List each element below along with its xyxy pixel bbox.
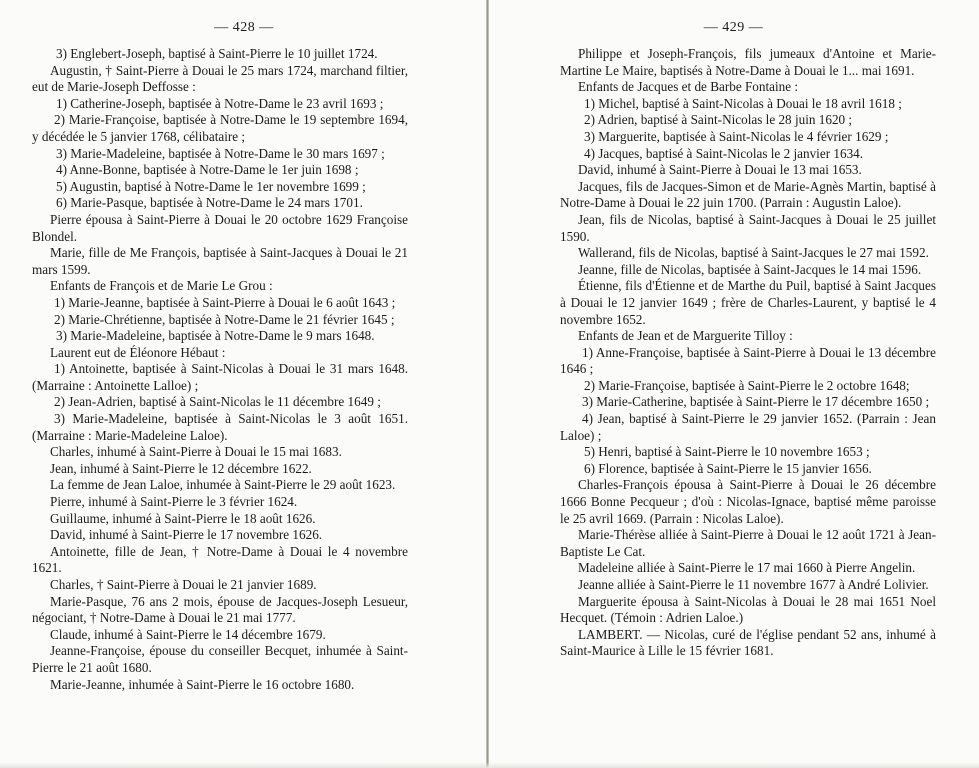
paragraph: Charles, † Saint-Pierre à Douai le 21 janvier 1689.	[50, 577, 317, 592]
paragraph: 5) Augustin, baptisé à Notre-Dame le 1er novembre 1699 ;	[56, 178, 366, 194]
paragraph: Jean, inhumé à Saint-Pierre le 12 décembre 1622.	[50, 460, 312, 476]
paragraph: 1) Michel, baptisé à Saint-Nicolas à Douai le 18 avril 1618 ;	[584, 95, 902, 111]
paragraph: Jacques, fils de Jacques-Simon et de Marie-Agnès Martin, baptisé à Notre-Dame à Douai le 22 juin 1700. (Parrain : Augustin Laloe).	[560, 178, 936, 211]
paragraph: Marie-Thérèse alliée à Saint-Pierre à Douai le 12 août 1721 à Jean-Baptiste Le Cat.	[560, 527, 936, 559]
paragraph: Marie, fille de Me François, baptisée à Saint-Jacques à Douai le 21 mars 1599.	[32, 245, 408, 277]
paragraph: 4) Anne-Bonne, baptisée à Notre-Dame le 1er juin 1698 ;	[56, 162, 359, 178]
paragraph: David, inhumé à Saint-Pierre à Douai le 13 mai 1653.	[578, 162, 862, 178]
page-number: — 429 —	[703, 20, 764, 35]
paragraph: 6) Marie-Pasque, baptisée à Notre-Dame le 24 mars 1701.	[56, 195, 363, 211]
page-body	[32, 46, 408, 693]
paragraph: Antoinette, fille de Jean, † Notre-Dame à Douai le 4 novembre 1621.	[32, 543, 408, 576]
paragraph: 1) Catherine-Joseph, baptisée à Notre-Dame le 23 avril 1693 ;	[56, 95, 384, 111]
paragraph: Guillaume, inhumé à Saint-Pierre le 18 août 1626.	[50, 510, 316, 526]
paragraph: Enfants de François et de Marie Le Grou :	[50, 278, 273, 294]
left-page	[0, 0, 488, 768]
paragraph: Claude, inhumé à Saint-Pierre le 14 décembre 1679.	[50, 626, 326, 642]
paragraph: 2) Marie-Françoise, baptisée à Notre-Dame le 19 septembre 1694, y décédée le 5 janvier 1768, célibataire ;	[32, 112, 408, 144]
paragraph: 1) Anne-Françoise, baptisée à Saint-Pierre à Douai le 13 décembre 1646 ;	[560, 344, 936, 377]
paragraph: Madeleine alliée à Saint-Pierre le 17 mai 1660 à Pierre Angelin.	[578, 560, 916, 576]
paragraph: Marie-Jeanne, inhumée à Saint-Pierre le 16 octobre 1680.	[50, 676, 355, 692]
paragraph: Laurent eut de Éléonore Hébaut :	[50, 344, 226, 360]
scan-edge	[0, 762, 979, 768]
paragraph: 1) Marie-Jeanne, baptisée à Saint-Pierre à Douai le 6 août 1643 ;	[54, 294, 396, 310]
paragraph: 3) Marie-Madeleine, baptisée à Notre-Dame le 9 mars 1648.	[56, 328, 375, 344]
paragraph: 5) Henri, baptisé à Saint-Pierre le 10 novembre 1653 ;	[584, 444, 870, 460]
paragraph: Enfants de Jacques et de Barbe Fontaine :	[578, 79, 799, 95]
paragraph: 2) Marie-Françoise, baptisée à Saint-Pierre le 2 octobre 1648;	[584, 377, 910, 393]
paragraph: Enfants de Jean et de Marguerite Tilloy :	[578, 328, 793, 344]
paragraph: 4) Jean, baptisé à Saint-Pierre le 29 janvier 1652. (Parrain : Jean Laloe) ;	[560, 411, 936, 443]
paragraph: Philippe et Joseph-François, fils jumeaux d'Antoine et Marie-Martine Le Maire, baptisés à Notre-Dame à Douai le 1... mai 1691.	[560, 46, 936, 78]
paragraph: Marguerite épousa à Saint-Nicolas à Douai le 28 mai 1651 Noel Hecquet. (Témoin : Adrien Laloe.)	[560, 593, 936, 626]
page-body	[560, 46, 936, 660]
paragraph: 2) Adrien, baptisé à Saint-Nicolas le 28 juin 1620 ;	[584, 112, 853, 128]
right-page	[488, 0, 979, 768]
paragraph: 4) Jacques, baptisé à Saint-Nicolas le 2 janvier 1634.	[584, 145, 864, 161]
paragraph: Charles, inhumé à Saint-Pierre à Douai le 15 mai 1683.	[50, 444, 342, 460]
paragraph: Augustin, † Saint-Pierre à Douai le 25 mars 1724, marchand filtier, eut de Marie-Joseph Deffosse :	[32, 62, 408, 95]
paragraph: Pierre épousa à Saint-Pierre à Douai le 20 octobre 1629 Françoise Blondel.	[32, 211, 408, 244]
paragraph: Étienne, fils d'Étienne et de Marthe du Puil, baptisé à Saint Jacques à Douai le 12 janvier 1649 ; frère de Charles-Laurent, y baptisé le 4 novembre 1652.	[560, 278, 936, 327]
paragraph: David, inhumé à Saint-Pierre le 17 novembre 1626.	[50, 527, 323, 543]
paragraph: Jeanne, fille de Nicolas, baptisée à Saint-Jacques le 14 mai 1596.	[578, 261, 922, 277]
paragraph: Jeanne-Françoise, épouse du conseiller Becquet, inhumée à Saint-Pierre le 21 août 1680.	[32, 643, 408, 675]
paragraph: Jean, fils de Nicolas, baptisé à Saint-Jacques à Douai le 25 juillet 1590.	[560, 211, 936, 244]
paragraph: 3) Marie-Madeleine, baptisée à Notre-Dame le 30 mars 1697 ;	[56, 145, 385, 161]
paragraph: LAMBERT. — Nicolas, curé de l'église pendant 52 ans, inhumé à Saint-Maurice à Lille le 15 février 1681.	[560, 626, 936, 659]
paragraph: 3) Englebert-Joseph, baptisé à Saint-Pierre le 10 juillet 1724.	[56, 46, 378, 61]
paragraph: 2) Jean-Adrien, baptisé à Saint-Nicolas le 11 décembre 1649 ;	[54, 394, 381, 410]
paragraph: Wallerand, fils de Nicolas, baptisé à Saint-Jacques le 27 mai 1592.	[578, 245, 929, 261]
paragraph: 6) Florence, baptisée à Saint-Pierre le 15 janvier 1656.	[584, 460, 872, 476]
paragraph: 3) Marie-Catherine, baptisée à Saint-Pierre le 17 décembre 1650 ;	[582, 394, 930, 410]
paragraph: Charles-François épousa à Saint-Pierre à Douai le 26 décembre 1666 Bonne Pecqueur ; d'où : Nicolas-Ignace, baptisé même paroisse le 25 avril 1669. (Parrain : Nicolas Laloe).	[560, 477, 936, 526]
paragraph: Pierre, inhumé à Saint-Pierre le 3 février 1624.	[50, 494, 298, 510]
paragraph: 1) Antoinette, baptisée à Saint-Nicolas à Douai le 31 mars 1648. (Marraine : Antoinette Lalloe) ;	[32, 361, 408, 393]
paragraph: 3) Marguerite, baptisée à Saint-Nicolas le 4 février 1629 ;	[584, 128, 889, 144]
paragraph: La femme de Jean Laloe, inhumée à Saint-Pierre le 29 août 1623.	[50, 477, 396, 493]
paragraph: Jeanne alliée à Saint-Pierre le 11 novembre 1677 à André Lolivier.	[578, 577, 929, 592]
page-number: — 428 —	[214, 20, 274, 35]
paragraph: 3) Marie-Madeleine, baptisée à Saint-Nicolas le 3 août 1651. (Marraine : Marie-Madeleine Laloe).	[32, 411, 408, 443]
paragraph: 2) Marie-Chrétienne, baptisée à Notre-Dame le 21 février 1645 ;	[54, 311, 395, 327]
paragraph: Marie-Pasque, 76 ans 2 mois, épouse de Jacques-Joseph Lesueur, négociant, † Notre-Dame à Douai le 21 mai 1777.	[32, 593, 408, 626]
